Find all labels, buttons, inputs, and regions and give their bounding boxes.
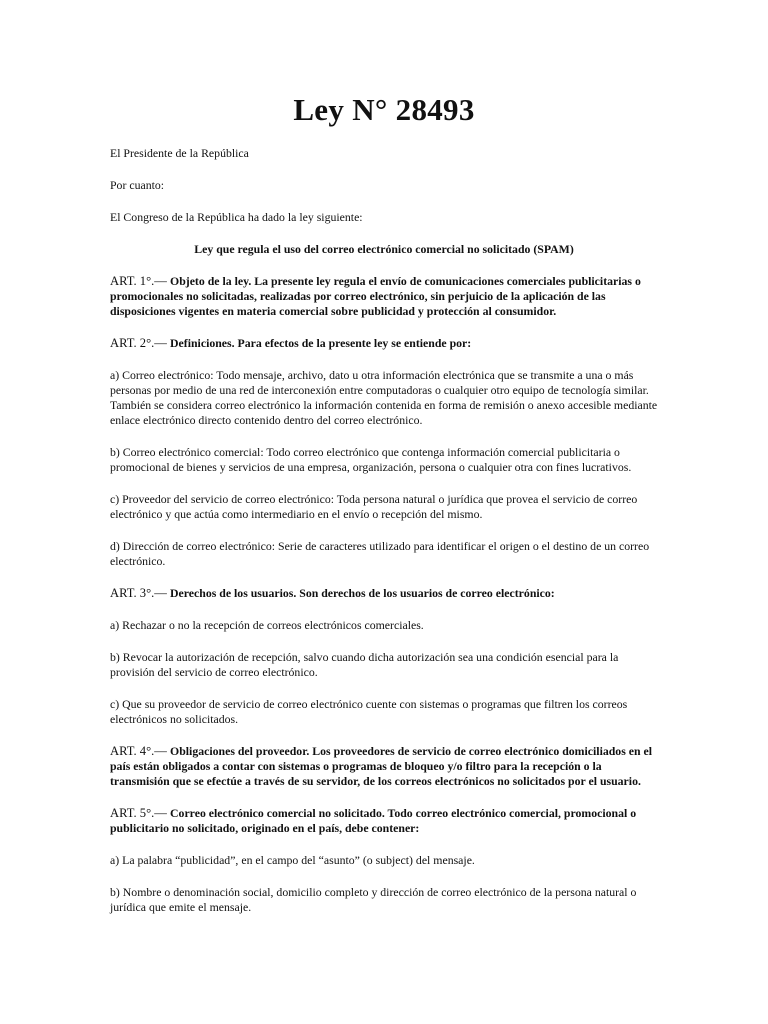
article-4-body: Obligaciones del proveedor. Los proveedores de servicio de correo electrónico domiciliados en el país están obligados a contar con sistemas o programas de bloqueo y/o filtro para la recepción o la transmisión que se efectúe a través de su servidor, de los correos electrónicos no solicitados por el usuario. bbox=[110, 744, 653, 788]
definition-d: d) Dirección de correo electrónico: Serie de caracteres utilizado para identificar el origen o el destino de un correo electrónico. bbox=[110, 539, 650, 568]
definition-c: c) Proveedor del servicio de correo electrónico: Toda persona natural o jurídica que provea el servicio de correo electrónico y que actúa como intermediario en el envío o recepción del mismo. bbox=[110, 492, 638, 521]
article-1-body: Objeto de la ley. La presente ley regula el envío de comunicaciones comerciales publicitarias o promocionales no solicitadas, realizadas por correo electrónico, sin perjuicio de la aplicación de las disposiciones vigentes en materia comercial sobre publicidad y protección al consumidor. bbox=[110, 274, 641, 318]
article-3-label: ART. 3°.— bbox=[110, 586, 171, 600]
article-5-body: Correo electrónico comercial no solicitado. Todo correo electrónico comercial, promocional o publicitario no solicitado, originado en el país, debe contener: bbox=[110, 806, 637, 835]
requirement-a: a) La palabra “publicidad”, en el campo del “asunto” (o subject) del mensaje. bbox=[110, 853, 475, 867]
article-4-label: ART. 4°.— bbox=[110, 744, 171, 758]
article-1 bbox=[110, 274, 658, 319]
article-3 bbox=[110, 586, 658, 601]
right-a: a) Rechazar o no la recepción de correos electrónicos comerciales. bbox=[110, 618, 424, 632]
right-c: c) Que su proveedor de servicio de correo electrónico cuente con sistemas o programas que filtren los correos electrónicos no solicitados. bbox=[110, 697, 628, 726]
article-5-label: ART. 5°.— bbox=[110, 806, 171, 820]
intro-congreso: El Congreso de la República ha dado la ley siguiente: bbox=[110, 210, 363, 224]
requirement-b: b) Nombre o denominación social, domicilio completo y dirección de correo electrónico de la persona natural o jurídica que emite el mensaje. bbox=[110, 885, 637, 914]
intro-president: El Presidente de la República bbox=[110, 146, 249, 160]
definition-b: b) Correo electrónico comercial: Todo correo electrónico que contenga información comercial publicitaria o promocional de bienes y servicios de una empresa, organización, persona o cualquier otra con fines lucrativos. bbox=[110, 445, 632, 474]
article-2 bbox=[110, 336, 658, 351]
right-b: b) Revocar la autorización de recepción, salvo cuando dicha autorización sea una condición esencial para la provisión del servicio de correo electrónico. bbox=[110, 650, 619, 679]
article-2-body: Definiciones. Para efectos de la presente ley se entiende por: bbox=[170, 336, 472, 350]
article-1-label: ART. 1°.— bbox=[110, 274, 171, 288]
article-4 bbox=[110, 744, 658, 789]
intro-por-cuanto: Por cuanto: bbox=[110, 178, 165, 192]
article-3-body: Derechos de los usuarios. Son derechos de los usuarios de correo electrónico: bbox=[170, 586, 555, 600]
law-title: Ley que regula el uso del correo electrónico comercial no solicitado (SPAM) bbox=[194, 242, 574, 256]
article-2-label: ART. 2°.— bbox=[110, 336, 171, 350]
article-5 bbox=[110, 806, 658, 836]
definition-a: a) Correo electrónico: Todo mensaje, archivo, dato u otra información electrónica que se transmite a una o más personas por medio de una red de interconexión entre computadoras o cualquier otro equipo de tecnología similar. También se considera correo electrónico la información contenida en forma de remisión o anexo accesible mediante enlace electrónico directo contenido dentro del correo electrónico. bbox=[110, 368, 658, 427]
document-title: Ley N° 28493 bbox=[293, 92, 475, 127]
